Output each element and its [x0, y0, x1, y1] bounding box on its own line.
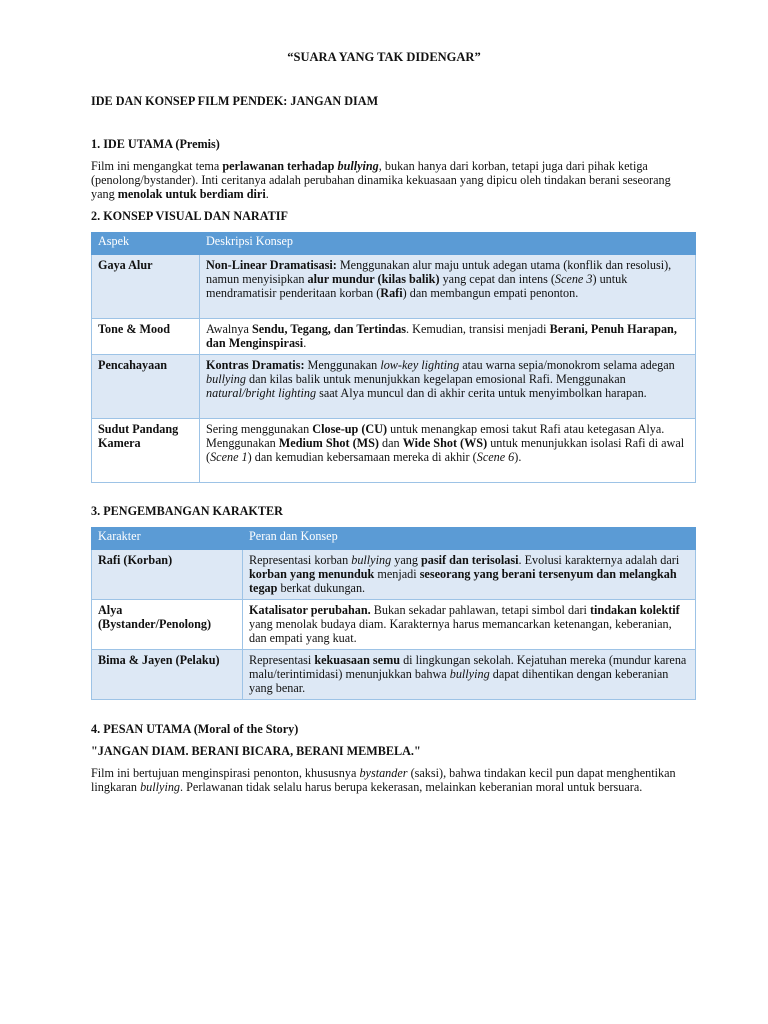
text-run: menjadi	[374, 567, 420, 581]
document-title: “SUARA YANG TAK DIDENGAR”	[287, 50, 481, 64]
italic-run: bullying	[449, 667, 490, 681]
text-run: ).	[514, 450, 522, 464]
table-header-row	[92, 528, 696, 550]
character-table-wrap	[91, 527, 697, 700]
section-4-paragraph	[91, 766, 697, 794]
text-run: ) dan kemudian kebersamaan mereka di akhir (	[247, 450, 477, 464]
bold-run: pasif dan terisolasi	[420, 553, 519, 567]
text-run: . Evolusi karakternya adalah dari	[518, 553, 680, 567]
column-header: Karakter	[92, 528, 243, 550]
text-run: yang cepat dan intens (	[439, 272, 555, 286]
italic-run: Scene 6	[476, 450, 515, 464]
text-run: Sering menggunakan	[206, 422, 313, 436]
row-description	[243, 550, 696, 600]
row-key: Tone & Mood	[92, 319, 200, 355]
bold-run: seseorang yang berani tersenyum dan melangkah tegap	[249, 567, 677, 595]
bold-run: alur mundur (kilas balik)	[307, 272, 440, 286]
character-table	[91, 527, 696, 700]
text-run: ) untuk mendramatisir penderitaan korban (	[206, 272, 628, 300]
row-key: Rafi (Korban)	[92, 550, 243, 600]
row-key: Sudut Pandang Kamera	[92, 419, 200, 483]
text-run: saat Alya muncul dan di akhir cerita untuk menyimbolkan harapan.	[316, 386, 647, 400]
bold-run: Kontras Dramatis:	[206, 358, 305, 372]
text-run: . Kemudian, transisi menjadi	[406, 322, 550, 336]
text-run: .	[265, 187, 269, 201]
section-2-heading: 2. KONSEP VISUAL DAN NARATIF	[91, 209, 288, 223]
italic-run: low-key lighting	[380, 358, 460, 372]
bold-run: Sendu, Tegang, dan Tertindas	[251, 322, 407, 336]
column-header: Deskripsi Konsep	[200, 233, 696, 255]
bold-run: Medium Shot (MS)	[278, 436, 379, 450]
italic-run: bullying	[140, 780, 181, 794]
row-description	[200, 355, 696, 419]
text-run: Menggunakan	[304, 358, 381, 372]
text-run: , bukan hanya dari korban, tetapi juga dari pihak ketiga (penolong/bystander). Inti ceritanya adalah perubahan dinamika kekuasaan yang dipicu oleh tindakan berani seseorang yang	[91, 159, 671, 201]
text-run: yang menolak budaya diam. Karakternya harus memancarkan ketenangan, keberanian, dan empati yang kuat.	[249, 617, 672, 645]
bold-run: Close-up (CU)	[312, 422, 388, 436]
text-run: (saksi), bahwa tindakan kecil pun dapat menghentikan lingkaran	[91, 766, 676, 794]
text-run: berkat dukungan.	[277, 581, 366, 595]
table-row	[92, 650, 696, 700]
table-row	[92, 355, 696, 419]
italic-run: Scene 1	[210, 450, 248, 464]
italic-run: bystander	[359, 766, 408, 780]
table-row	[92, 550, 696, 600]
italic-run: bullying	[206, 372, 246, 386]
italic-run: Scene 3	[554, 272, 593, 286]
visual-concept-table	[91, 232, 696, 483]
text-run: dan kilas balik untuk menunjukkan kegelapan emosional Rafi. Menggunakan	[245, 372, 626, 386]
row-description	[200, 319, 696, 355]
bold-run: tindakan kolektif	[589, 603, 680, 617]
bold-run: Wide Shot (WS)	[402, 436, 488, 450]
bold-run: korban yang menunduk	[249, 567, 375, 581]
row-key: Pencahayaan	[92, 355, 200, 419]
section-1-paragraph	[91, 159, 697, 201]
bold-run: menolak untuk berdiam diri	[117, 187, 266, 201]
row-description	[200, 255, 696, 319]
document-subtitle: IDE DAN KONSEP FILM PENDEK: JANGAN DIAM	[91, 94, 379, 108]
section-3-heading: 3. PENGEMBANGAN KARAKTER	[91, 504, 283, 518]
table-header-row	[92, 233, 696, 255]
text-run: di lingkungan sekolah. Kejatuhan mereka (mundur karena malu/terintimidasi) menunjukkan bahwa	[249, 653, 687, 681]
italic-run: bullying	[351, 553, 392, 567]
text-run: Film ini mengangkat tema	[91, 159, 223, 173]
italic-run: natural/bright lighting	[206, 386, 317, 400]
row-key: Bima & Jayen (Pelaku)	[92, 650, 243, 700]
bold-run: Non-Linear Dramatisasi:	[206, 258, 337, 272]
bold-run: Katalisator perubahan.	[249, 603, 371, 617]
text-run: untuk menunjukkan isolasi Rafi di awal (	[206, 436, 685, 464]
text-run: dapat dihentikan dengan keberanian yang benar.	[249, 667, 669, 695]
text-run: Awalnya	[206, 322, 252, 336]
text-run: .	[303, 336, 307, 350]
moral-slogan: "JANGAN DIAM. BERANI BICARA, BERANI MEMBELA."	[91, 744, 421, 758]
text-run: dan	[379, 436, 403, 450]
bold-italic-run: bullying	[337, 159, 379, 173]
row-description	[243, 600, 696, 650]
section-1-heading: 1. IDE UTAMA (Premis)	[91, 137, 220, 151]
text-run: . Perlawanan tidak selalu harus berupa kekerasan, melainkan keberanian moral untuk bersuara.	[180, 780, 643, 794]
text-run: Menggunakan alur maju untuk adegan utama (konflik dan resolusi), namun menyisipkan	[206, 258, 672, 286]
table-row	[92, 419, 696, 483]
bold-run: Rafi	[380, 286, 403, 300]
table-row	[92, 255, 696, 319]
section-4-heading: 4. PESAN UTAMA (Moral of the Story)	[91, 722, 299, 736]
table-row	[92, 319, 696, 355]
visual-concept-table-wrap	[91, 232, 697, 483]
text-run: yang	[391, 553, 421, 567]
table-row	[92, 600, 696, 650]
bold-run: Berani, Penuh Harapan, dan Menginspirasi	[206, 322, 677, 350]
text-run: untuk menangkap emosi takut Rafi atau ketegasan Alya. Menggunakan	[206, 422, 665, 450]
bold-run: perlawanan terhadap	[222, 159, 338, 173]
text-run: Bukan sekadar pahlawan, tetapi simbol dari	[370, 603, 590, 617]
bold-run: kekuasaan semu	[314, 653, 401, 667]
text-run: atau warna sepia/monokrom selama adegan	[459, 358, 675, 372]
column-header: Peran dan Konsep	[243, 528, 696, 550]
text-run: ) dan membangun empati penonton.	[402, 286, 579, 300]
row-description	[243, 650, 696, 700]
row-key: Alya (Bystander/Penolong)	[92, 600, 243, 650]
row-description	[200, 419, 696, 483]
text-run: Film ini bertujuan menginspirasi penonton, khususnya	[91, 766, 360, 780]
text-run: Representasi	[249, 653, 315, 667]
column-header: Aspek	[92, 233, 200, 255]
row-key: Gaya Alur	[92, 255, 200, 319]
text-run: Representasi korban	[249, 553, 352, 567]
